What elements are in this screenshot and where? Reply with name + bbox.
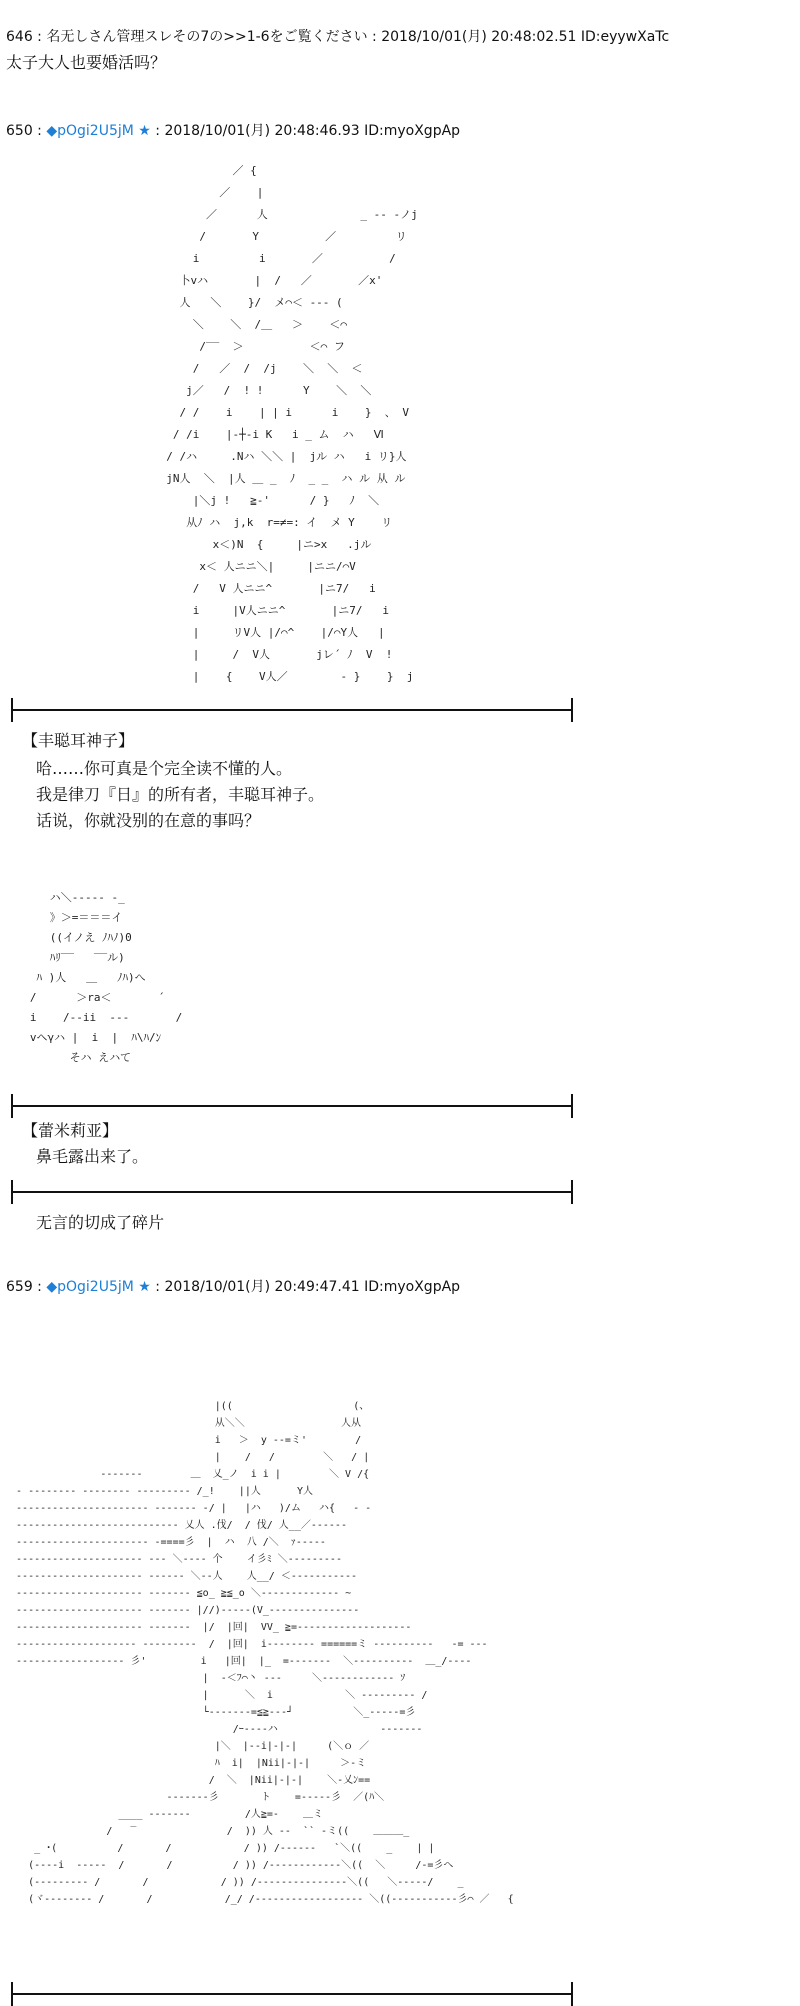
dialog-line: 无言的切成了碎片 xyxy=(36,1213,165,1232)
divider xyxy=(12,698,572,722)
divider xyxy=(12,1982,572,2006)
post-header xyxy=(6,120,460,140)
dialog-line: 话说，你就没别的在意的事吗？ xyxy=(36,811,261,830)
dialog-line: 哈……你可真是个完全读不懂的人。 xyxy=(36,759,293,778)
speaker-name: 【丰聪耳神子】 xyxy=(22,731,135,750)
post-meta: : 2018/10/01(月) 20:49:47.41 ID:myoXgpAp xyxy=(150,1279,461,1295)
post-number: 650 : xyxy=(6,123,47,139)
dialog-line: 我是律刀『日』的所有者，丰聪耳神子。 xyxy=(36,785,325,804)
dialog-line: 鼻毛露出来了。 xyxy=(36,1147,149,1166)
post-meta: : 2018/10/01(月) 20:48:46.93 ID:myoXgpAp xyxy=(150,123,461,139)
divider xyxy=(12,1094,572,1118)
post-number: 659 : xyxy=(6,1279,47,1295)
trip-code[interactable]: ◆pOgi2U5jM ★ xyxy=(46,1279,151,1295)
ascii-art-remilia: ハ＼-‐‐‐‐ -_ 》＞=＝＝＝イ ((イノえ ﾉﾊﾉ)0 ﾊﾘ‾‾ ‾‾ル) ﾊ )人 ＿ ﾉﾊ)へ / ＞ra＜ ´ i /‐‐ii ‐‐‐ / vヘγハ | i | ﾊ\ﾊ/ﾝ そハ えハて xyxy=(29,891,183,1064)
post-body: 太子大人也要婚活吗？ xyxy=(6,53,167,72)
trip-code[interactable]: ◆pOgi2U5jM ★ xyxy=(46,123,151,139)
post-header: 646 : 名无しさん管理スレその7の>>1-6をご覧ください : 2018/10/01(月) 20:48:02.51 ID:eyywXaTc xyxy=(6,29,670,45)
post-header xyxy=(6,1276,460,1296)
speaker-name: 【蕾米莉亚】 xyxy=(22,1121,119,1140)
ascii-art-miko: ／ { ／ | ／ 人 _ -‐ -ノj / Y ／ リ i i ／ / 卜vハ | / ／ ／x' 人 ＼ }/ メ⌒＜ ‐‐‐ ( ＼ ＼ /＿ ＞ ＜⌒ /‾‾ ＞ ＜⌒ フ / ／ / /j ＼ ＼ ＜ j／ / ! ! Y ＼ ＼ / / i | | i i } 、 V / /i |‐┼‐i K i _ ム ハ Ⅵ / /ハ .Nハ ＼＼ | jル ハ i リ}人 jN人 ＼ |人 ＿ _ ﾉ _ _ ハ ル 从 ル |＼j ! ≧-' / } ﾉ ＼ 从ﾉ ハ j,k r=≠=: イ メ Y リ x＜)N { |ニ>x .jル x＜ 人ニニ＼| |ニニ/⌒V / V 人ニニ^ |ニ7/ i i |V人ニニ^ |ニ7/ i | リV人 |/⌒^ |/⌒Y人 | | / V人 jレ´ ﾉ V ! | { V人／ - } } j xyxy=(166,164,418,683)
divider xyxy=(12,1180,572,1204)
ascii-art-battle: |(( (、 从＼＼ 人从 i ＞ y ‐‐=ミ' / | / / ＼ / | ‐‐‐‐‐‐- ＿ 乂_ノ i i | ＼ V /{ - -‐‐‐‐‐-- -‐‐‐‐‐‐‐ --‐‐‐‐--- /_! ||人 Y人 -‐‐‐‐‐‐‐-‐‐‐‐-‐‐-‐‐‐‐- -‐‐‐-‐‐ -/ | |ハ )/ム ハ{ ‐ - -‐‐‐‐‐‐‐‐‐‐‐‐‐--‐‐‐-‐‐‐‐‐‐- 乂人 .伐/ / 伐/ 人__／-‐‐-‐‐ -‐‐‐‐‐‐-‐‐‐‐-‐‐‐-‐‐‐‐‐ ‐====彡 | ハ 八 /＼ ｧ-‐‐-‐ -‐‐‐‐‐‐-‐‐‐‐-‐‐‐-‐‐‐‐ ‐‐‐ ＼-‐‐‐ 个 イ彡ﾐ ＼--‐‐‐‐-‐‐ -‐‐‐‐‐‐-‐‐‐‐-‐‐‐-‐‐‐‐ ‐‐‐‐‐‐ ＼‐‐人 人__/ ＜-‐‐‐-‐‐‐‐‐- -‐‐‐‐‐‐-‐‐‐‐-‐‐‐-‐‐‐‐ ‐‐‐‐‐‐‐ ≦o_ ≧≦_o ＼-‐‐‐-‐‐‐‐‐-‐‐ ~ -‐‐‐‐‐‐-‐‐‐‐-‐‐‐-‐‐‐‐ ‐‐‐‐‐‐‐ |//)-‐‐‐‐(V_-‐‐‐-‐‐‐‐‐-‐‐‐- -‐‐‐‐‐‐-‐‐‐‐-‐‐‐-‐‐‐‐ ‐‐‐‐‐‐‐ |/ |回| VV_ ≧=‐‐‐‐‐-‐‐‐-‐‐‐‐‐-‐-‐ -‐‐‐‐‐‐-‐‐‐‐-‐‐‐-‐‐‐ ‐‐‐‐‐‐‐‐‐ / |回| i‐‐‐‐‐‐‐‐ ======ミ -‐‐‐-‐‐‐‐- -= ‐‐‐ ‐‐‐‐‐‐‐‐‐‐‐‐‐‐‐‐‐‐ 彡' i |回| |_ =‐‐‐‐‐‐- ＼‐‐‐-‐‐‐‐‐- ＿_/‐‐‐‐ | -＜ﾌ⌒丶 ‐‐- ＼-‐‐‐-‐‐‐‐-‐‐ ｿ | ＼ i ＼ ‐‐‐-‐‐‐-‐ / └‐‐‐‐‐‐‐=≦≧‐‐‐┘ ＼_‐‐‐‐‐=彡 /ｰ‐‐‐‐ハ ‐‐‐‐‐‐‐ |＼ |‐‐i|‐|‐| (＼ｏ ／ ﾊ i| |Nii|‐|‐| ＞‐ミ / ＼ |Nii|‐|‐| ＼‐乂ﾝ== ‐‐‐‐‐‐‐彡 ト =‐‐‐‐‐彡 ／(ﾊ＼ ____ ‐‐‐‐‐‐‐ /人≧=- ＿ミ / ‾ / )) 人 ‐‐ `` ‐ミ(( ＿＿＿_ _ ･( / / / )) /‐‐‐‐‐‐ `＼(( _ | | (‐‐‐‐i ‐‐‐‐‐ / / / )) /‐‐‐‐‐‐‐‐‐‐‐‐＼(( ＼ /‐=彡へ (‐‐‐‐‐‐‐‐‐ / / / )) /‐‐‐‐‐‐‐‐‐‐‐‐‐‐‐＼(( ＼‐‐‐‐‐/ _ (ヾ‐‐‐‐‐‐‐‐ / / /_/ /‐‐‐‐‐‐‐‐‐‐‐‐‐‐‐‐‐‐ ＼((‐‐‐‐‐‐‐‐‐‐‐彡⌒ ／ { xyxy=(16,1401,514,1905)
